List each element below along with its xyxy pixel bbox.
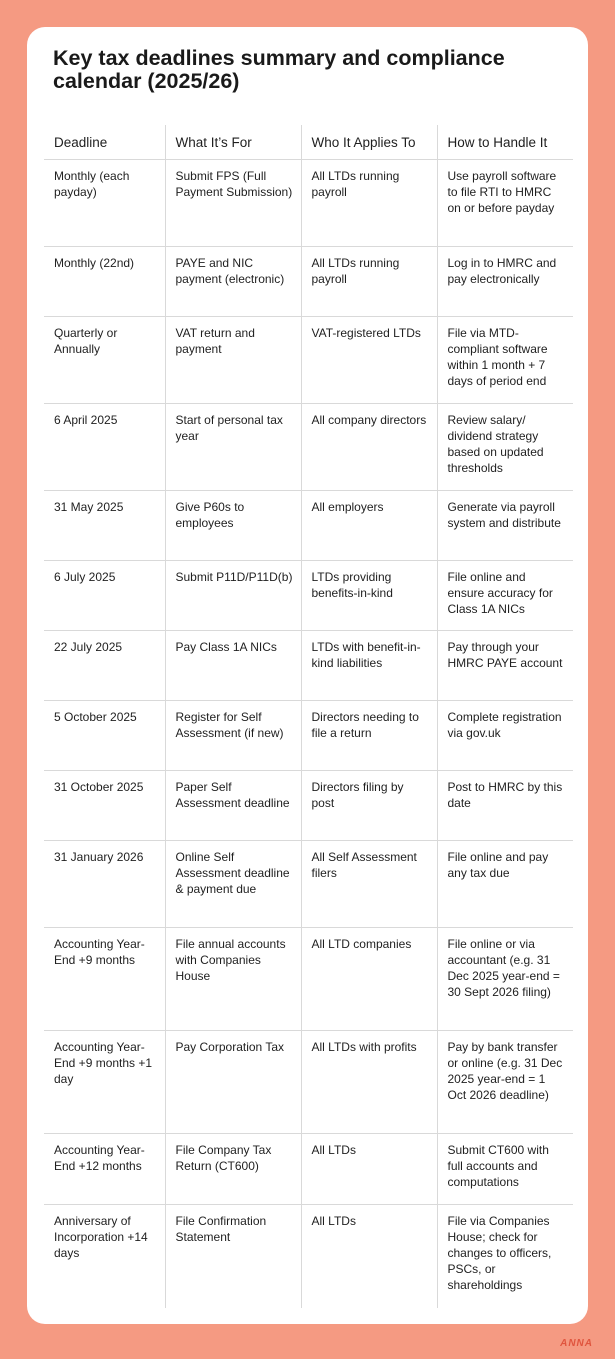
cell-how-to-handle: Pay through your HMRC PAYE account	[437, 630, 573, 700]
table-row	[44, 159, 573, 246]
cell-deadline: 6 April 2025	[44, 403, 165, 490]
table-row	[44, 927, 573, 1030]
cell-purpose: Online Self Assessment deadline & payment due	[165, 840, 301, 927]
table-row	[44, 560, 573, 630]
page-title: Key tax deadlines summary and compliance calendar (2025/26)	[53, 46, 505, 93]
anna-logo: ANNA	[560, 1338, 593, 1349]
table-header-row	[44, 125, 573, 159]
table-row	[44, 1030, 573, 1133]
table-row	[44, 316, 573, 403]
cell-deadline: Accounting Year-End +9 months +1 day	[44, 1030, 165, 1133]
cell-how-to-handle: Log in to HMRC and pay electronically	[437, 246, 573, 316]
cell-applies-to: All LTDs running payroll	[301, 246, 437, 316]
cell-deadline: 5 October 2025	[44, 700, 165, 770]
cell-deadline: Accounting Year-End +9 months	[44, 927, 165, 1030]
cell-purpose: Register for Self Assessment (if new)	[165, 700, 301, 770]
cell-applies-to: Directors needing to file a return	[301, 700, 437, 770]
cell-applies-to: VAT-registered LTDs	[301, 316, 437, 403]
cell-purpose: File annual accounts with Companies House	[165, 927, 301, 1030]
header-deadline: Deadline	[44, 125, 165, 159]
table-row	[44, 630, 573, 700]
cell-deadline: Accounting Year-End +12 months	[44, 1133, 165, 1204]
cell-how-to-handle: Complete registration via gov.uk	[437, 700, 573, 770]
cell-purpose: File Confirmation Statement	[165, 1204, 301, 1308]
cell-how-to-handle: Pay by bank transfer or online (e.g. 31 Dec 2025 year-end = 1 Oct 2026 deadline)	[437, 1030, 573, 1133]
cell-applies-to: LTDs with benefit-in-kind liabilities	[301, 630, 437, 700]
cell-applies-to: Directors filing by post	[301, 770, 437, 840]
cell-deadline: Monthly (each payday)	[44, 159, 165, 246]
table-row	[44, 246, 573, 316]
deadlines-table	[44, 125, 573, 1308]
cell-purpose: Submit P11D/P11D(b)	[165, 560, 301, 630]
cell-how-to-handle: File via Companies House; check for changes to officers, PSCs, or shareholdings	[437, 1204, 573, 1308]
cell-purpose: Start of personal tax year	[165, 403, 301, 490]
cell-how-to-handle: Use payroll software to file RTI to HMRC on or before payday	[437, 159, 573, 246]
cell-applies-to: All LTDs	[301, 1204, 437, 1308]
table-row	[44, 1133, 573, 1204]
cell-deadline: 6 July 2025	[44, 560, 165, 630]
table-row	[44, 770, 573, 840]
cell-applies-to: All employers	[301, 490, 437, 560]
cell-purpose: Pay Class 1A NICs	[165, 630, 301, 700]
cell-purpose: VAT return and payment	[165, 316, 301, 403]
cell-how-to-handle: Post to HMRC by this date	[437, 770, 573, 840]
cell-applies-to: All LTD companies	[301, 927, 437, 1030]
cell-purpose: Pay Corporation Tax	[165, 1030, 301, 1133]
cell-how-to-handle: File online or via accountant (e.g. 31 Dec 2025 year-end = 30 Sept 2026 filing)	[437, 927, 573, 1030]
cell-deadline: Monthly (22nd)	[44, 246, 165, 316]
cell-how-to-handle: Generate via payroll system and distribute	[437, 490, 573, 560]
header-what-its-for: What It’s For	[165, 125, 301, 159]
cell-deadline: 31 October 2025	[44, 770, 165, 840]
deadlines-card	[27, 27, 588, 1324]
cell-purpose: Submit FPS (Full Payment Submission)	[165, 159, 301, 246]
table-row	[44, 490, 573, 560]
cell-how-to-handle: File via MTD-compliant software within 1 month + 7 days of period end	[437, 316, 573, 403]
cell-applies-to: All LTDs	[301, 1133, 437, 1204]
table-row	[44, 840, 573, 927]
cell-deadline: Anniversary of Incorporation +14 days	[54, 1213, 148, 1260]
cell-how-to-handle: File online and ensure accuracy for Class 1A NICs	[437, 560, 573, 630]
cell-how-to-handle: Review salary/ dividend strategy based on updated thresholds	[437, 403, 573, 490]
header-how-to-handle-it: How to Handle It	[437, 125, 573, 159]
cell-applies-to: All company directors	[301, 403, 437, 490]
cell-purpose: File Company Tax Return (CT600)	[165, 1133, 301, 1204]
cell-purpose: Give P60s to employees	[165, 490, 301, 560]
cell-purpose: Paper Self Assessment deadline	[165, 770, 301, 840]
cell-how-to-handle: File online and pay any tax due	[437, 840, 573, 927]
cell-applies-to: LTDs providing benefits-in-kind	[301, 560, 437, 630]
cell-applies-to: All LTDs running payroll	[301, 159, 437, 246]
cell-deadline: Quarterly or Annually	[44, 316, 165, 403]
cell-how-to-handle: Submit CT600 with full accounts and computations	[437, 1133, 573, 1204]
cell-deadline: 31 January 2026	[44, 840, 165, 927]
cell-applies-to: All LTDs with profits	[301, 1030, 437, 1133]
cell-deadline: 31 May 2025	[44, 490, 165, 560]
cell-applies-to: All Self Assessment filers	[301, 840, 437, 927]
cell-purpose: PAYE and NIC payment (electronic)	[165, 246, 301, 316]
table-row	[44, 403, 573, 490]
table-row	[44, 700, 573, 770]
table-row	[44, 1204, 573, 1308]
cell-deadline: 22 July 2025	[44, 630, 165, 700]
header-who-it-applies-to: Who It Applies To	[301, 125, 437, 159]
